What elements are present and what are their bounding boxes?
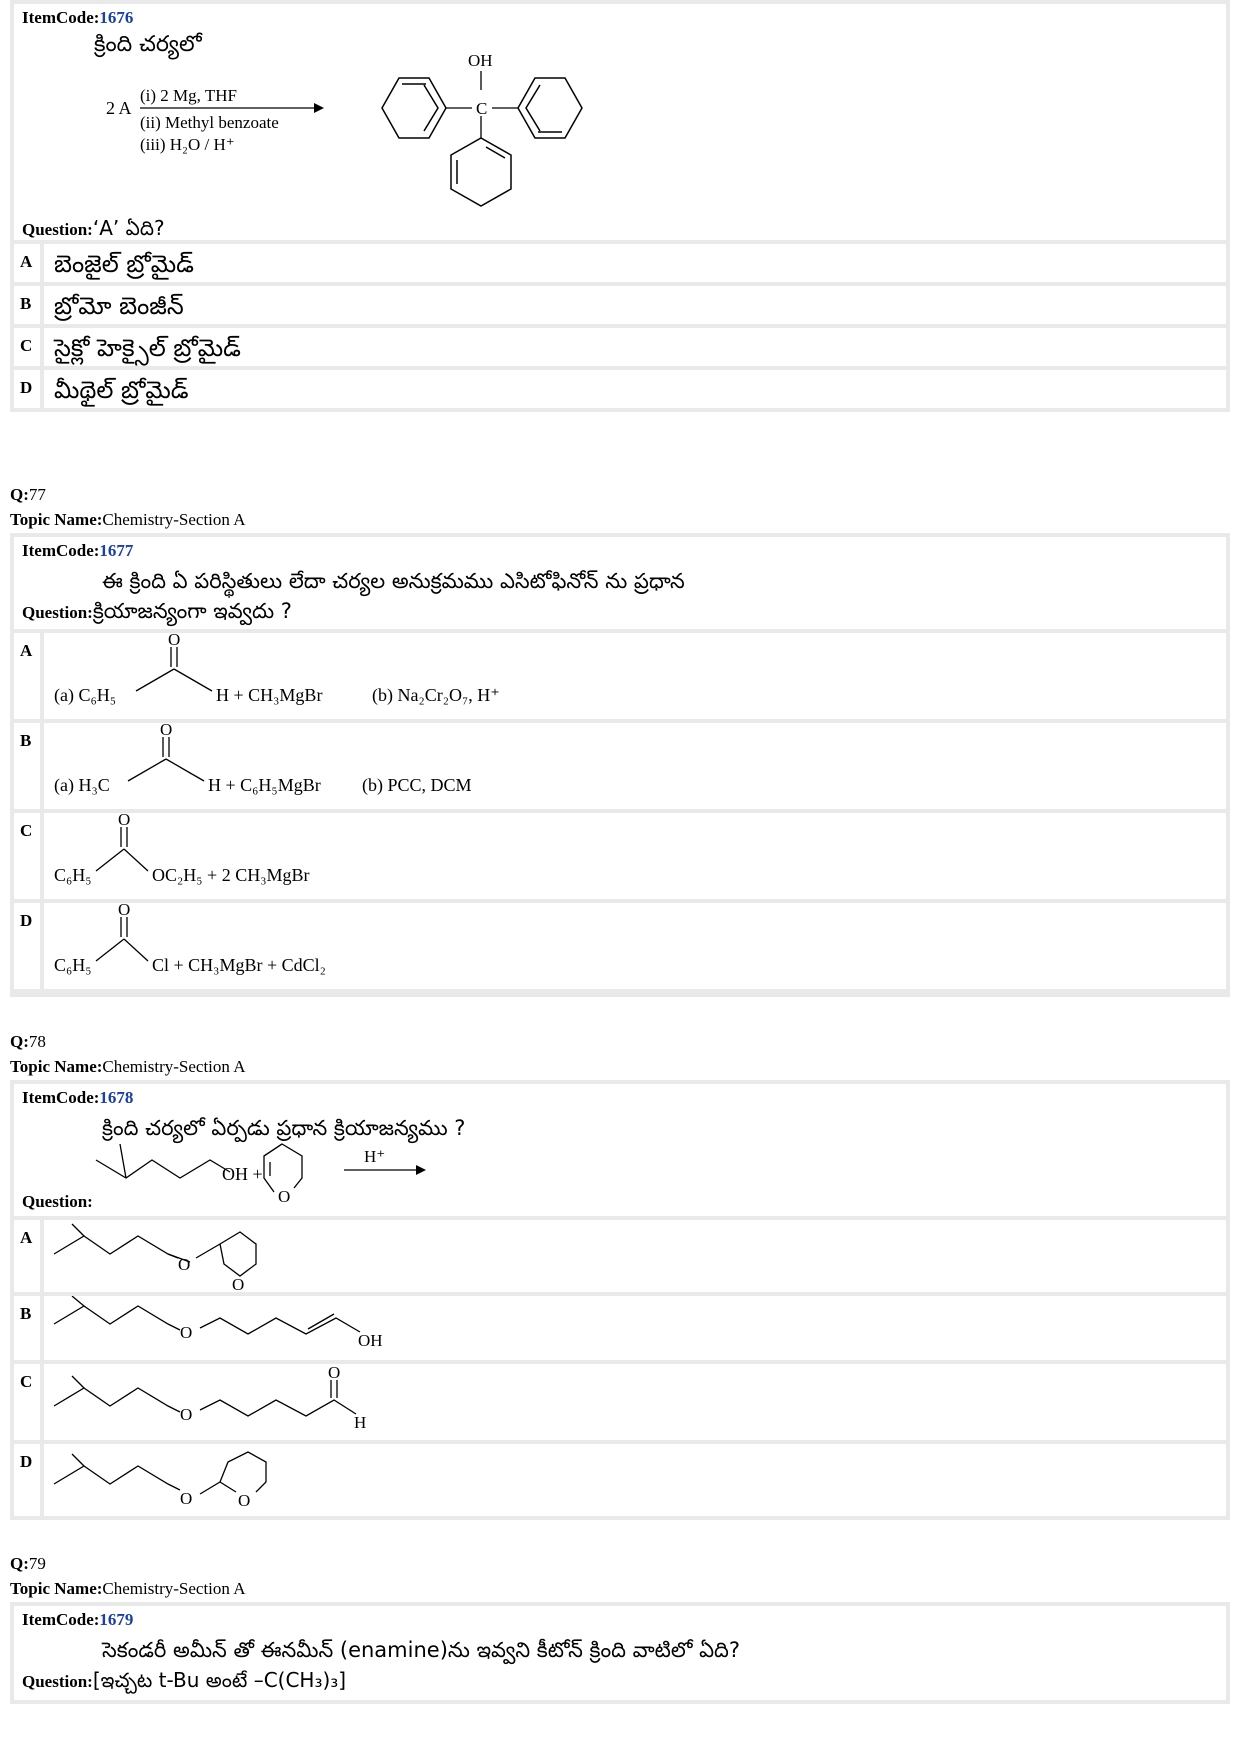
svg-text:(a) C₆H₅: (a) C₆H₅ [54,685,117,705]
option-label: C [14,813,44,899]
option-d[interactable] [14,1444,1226,1516]
option-b[interactable] [14,1296,1226,1360]
svg-text:O: O [238,1491,251,1510]
condition-2: (ii) Methyl benzoate [140,113,279,132]
svg-text:O: O [180,1405,193,1424]
item-code: ItemCode:1678 [22,1088,134,1107]
stem-line-1: ఈ క్రింది ఏ పరిస్థితులు లేదా చర్యల అనుక్రమము ఎసిటోఫినోన్ ను ప్రధాన [102,569,685,593]
option-a[interactable] [14,244,1226,282]
option-a[interactable] [14,633,1226,719]
svg-text:O: O [118,903,131,919]
option-label: B [14,723,44,809]
question-number: Q:79 [10,1554,46,1573]
svg-text:C₆H₅: C₆H₅ [54,955,92,975]
option-label: A [14,244,44,282]
question-number: Q:77 [10,485,46,504]
option-label: B [14,286,44,324]
question-prompt: Question:‘A’ ఏది? [22,216,165,240]
option-label: C [14,328,44,366]
central-carbon: C [476,99,488,118]
option-label: B [14,1296,44,1360]
svg-text:O: O [160,723,173,739]
question-prompt: Question: [22,1192,93,1211]
svg-text:H + C₆H₅MgBr: H + C₆H₅MgBr [208,775,321,795]
stem-line-1: సెకండరీ అమీన్ తో ఈనమీన్ (enamine)ను ఇవ్వని కీటోన్ క్రింది వాటిలో ఏది? [102,1638,741,1662]
option-text: బెంజైల్ బ్రోమైడ్ [54,250,194,278]
option-structure [44,813,1144,899]
topic-name: Topic Name:Chemistry-Section A [10,1057,246,1076]
svg-text:O: O [168,633,181,649]
svg-text:H: H [354,1413,367,1432]
svg-text:OH: OH [358,1331,383,1350]
question-stem [14,537,1226,629]
question-stem [14,4,1226,240]
option-structure [44,1220,1144,1292]
svg-text:O: O [232,1275,245,1292]
svg-text:O: O [178,1255,191,1274]
condition-3: (iii) H₂O / H⁺ [140,135,235,154]
option-text: సైక్లో హెక్సైల్ బ్రోమైడ్ [54,334,241,362]
option-structure [44,723,1144,809]
question-block-76 [10,0,1230,412]
svg-text:OH +: OH + [222,1164,263,1184]
stem-text: క్రింది చర్యలో [94,32,202,57]
topic-name: Topic Name:Chemistry-Section A [10,510,246,529]
option-label: A [14,1220,44,1292]
question-prompt: Question:క్రియాజన్యంగా ఇవ్వదు ? [22,599,292,623]
svg-text:(b) PCC, DCM: (b) PCC, DCM [362,775,472,795]
svg-text:O: O [278,1187,291,1206]
option-label: A [14,633,44,719]
svg-text:H + CH₃MgBr: H + CH₃MgBr [216,685,323,705]
svg-text:O: O [328,1364,341,1382]
option-d[interactable] [14,903,1226,989]
svg-text:Cl + CH₃MgBr + CdCl₂: Cl + CH₃MgBr + CdCl₂ [152,955,326,975]
reaction-scheme [14,48,634,228]
question-stem [14,1084,1226,1216]
svg-text:C₆H₅: C₆H₅ [54,865,92,885]
topic-name: Topic Name:Chemistry-Section A [10,1579,246,1598]
question-block-78 [10,1080,1230,1520]
svg-text:OC₂H₅ + 2 CH₃MgBr: OC₂H₅ + 2 CH₃MgBr [152,865,310,885]
condition-1: (i) 2 Mg, THF [140,86,237,105]
option-structure [44,1444,1144,1516]
reactant: 2 A [106,98,132,118]
svg-text:O: O [180,1323,193,1342]
question-number: Q:78 [10,1032,46,1051]
option-a[interactable] [14,1220,1226,1292]
option-label: D [14,903,44,989]
option-label: C [14,1364,44,1440]
option-b[interactable] [14,286,1226,324]
option-text: మీథైల్ బ్రోమైడ్ [54,376,189,404]
option-structure [44,633,1144,719]
question-stem [14,1606,1226,1700]
option-structure [44,1296,1144,1360]
question-block-77 [10,533,1230,997]
question-block-79 [10,1602,1230,1704]
option-text: బ్రోమో బెంజీన్ [54,292,184,320]
option-structure [44,903,1144,989]
item-code: ItemCode:1679 [22,1610,134,1629]
option-label: D [14,370,44,408]
option-c[interactable] [14,1364,1226,1440]
svg-text:(b) Na₂Cr₂O₇, H⁺: (b) Na₂Cr₂O₇, H⁺ [372,685,500,705]
item-code: ItemCode:1677 [22,541,134,560]
svg-text:O: O [180,1489,193,1508]
option-label: D [14,1444,44,1516]
option-c[interactable] [14,328,1226,366]
option-structure [44,1364,1144,1440]
reaction-scheme [14,1140,614,1216]
svg-text:O: O [118,813,131,829]
option-c[interactable] [14,813,1226,899]
oh-label: OH [468,51,493,70]
question-prompt: Question:[ఇచ్చట t-Bu అంటే –C(CH₃)₃] [22,1668,347,1692]
option-b[interactable] [14,723,1226,809]
option-d[interactable] [14,370,1226,408]
svg-text:(a) H₃C: (a) H₃C [54,775,110,795]
stem-text: క్రింది చర్యలో ఏర్పడు ప్రధాన క్రియాజన్యము ? [102,1116,466,1140]
svg-text:H⁺: H⁺ [364,1147,386,1166]
item-code: ItemCode:1676 [22,8,134,27]
